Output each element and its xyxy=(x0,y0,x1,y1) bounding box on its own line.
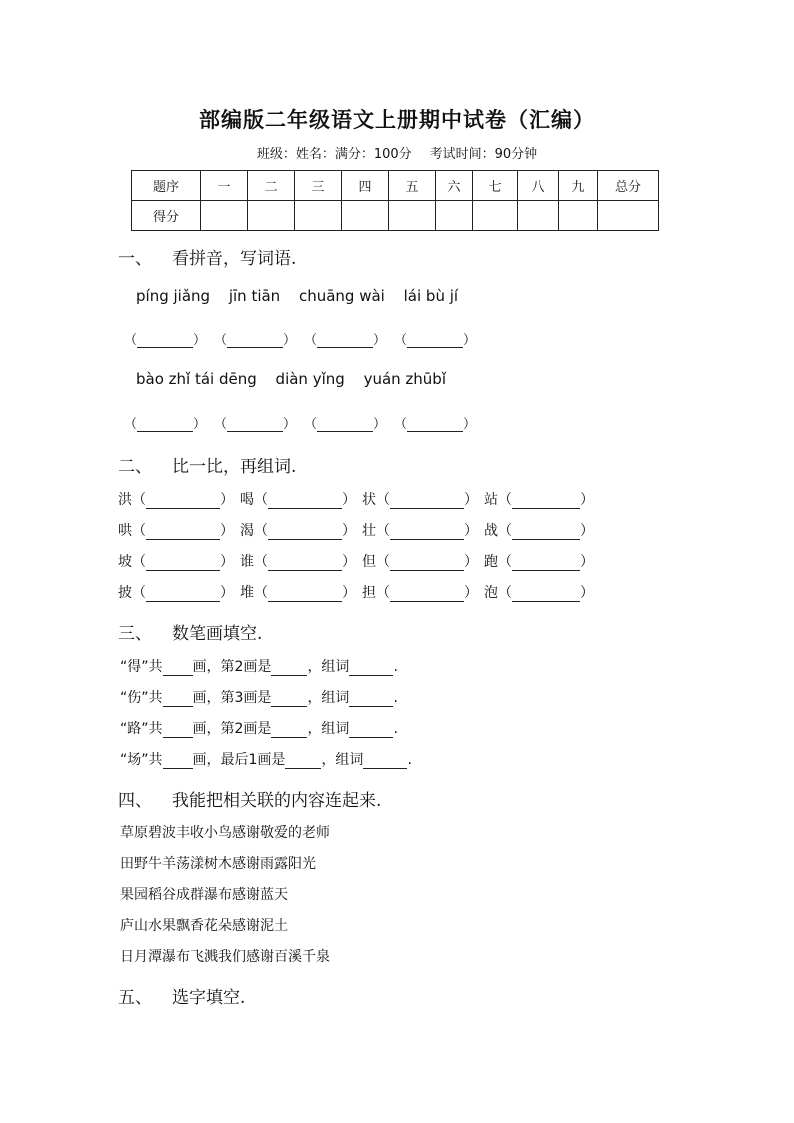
compare-row-3: 坡（ ） 谁（ ） 但（ ） 跑（ ） xyxy=(118,554,594,570)
word-blank[interactable] xyxy=(268,494,342,509)
header-cell: 七 xyxy=(473,171,518,201)
word-blank[interactable] xyxy=(349,661,393,676)
stroke-line: “路”共 画，第2画是 ，组词 . xyxy=(120,721,398,737)
compare-row-2: 哄（ ） 渴（ ） 壮（ ） 战（ ） xyxy=(118,523,594,539)
header-cell: 总分 xyxy=(598,171,659,201)
header-cell: 题序 xyxy=(132,171,201,201)
word-blank[interactable] xyxy=(363,754,407,769)
answer-blank[interactable] xyxy=(227,333,283,348)
pinyin-word: píng jiǎng xyxy=(136,287,211,305)
stroke-blank[interactable] xyxy=(271,692,307,707)
header-cell: 三 xyxy=(295,171,342,201)
pinyin-word: bào zhǐ tái dēng xyxy=(136,370,257,388)
word-blank[interactable] xyxy=(146,525,220,540)
score-cell[interactable] xyxy=(559,201,598,231)
answer-blank[interactable] xyxy=(227,417,283,432)
exam-info xyxy=(0,143,794,162)
answer-blank[interactable] xyxy=(407,333,463,348)
match-line: 田野牛羊荡漾树木感谢雨露阳光 xyxy=(120,856,316,872)
header-cell: 四 xyxy=(342,171,389,201)
pinyin-word: yuán zhūbǐ xyxy=(363,370,446,388)
answer-blanks-row-2: （ ） （ ） （ ） （ ） xyxy=(124,417,477,432)
word-blank[interactable] xyxy=(146,494,220,509)
class-name-score-label: 班级：姓名：满分：100分 xyxy=(256,147,412,162)
word-blank[interactable] xyxy=(146,587,220,602)
stroke-count-blank[interactable] xyxy=(163,754,193,769)
word-blank[interactable] xyxy=(390,587,464,602)
score-cell[interactable] xyxy=(598,201,659,231)
score-cell[interactable] xyxy=(436,201,473,231)
score-cell[interactable] xyxy=(248,201,295,231)
score-cell[interactable] xyxy=(518,201,559,231)
stroke-count-blank[interactable] xyxy=(163,661,193,676)
word-blank[interactable] xyxy=(390,525,464,540)
answer-blanks-row-1: （ ） （ ） （ ） （ ） xyxy=(124,333,477,348)
stroke-line: “场”共 画，最后1画是 ，组词 . xyxy=(120,752,412,768)
word-blank[interactable] xyxy=(146,556,220,571)
answer-blank[interactable] xyxy=(317,333,373,348)
compare-row-4: 披（ ） 堆（ ） 担（ ） 泡（ ） xyxy=(118,585,594,601)
pinyin-word: chuāng wài xyxy=(298,287,385,305)
header-cell: 一 xyxy=(201,171,248,201)
header-cell: 九 xyxy=(559,171,598,201)
compare-row-1: 洪（ ） 喝（ ） 状（ ） 站（ ） xyxy=(118,492,594,508)
stroke-blank[interactable] xyxy=(271,661,307,676)
page-title: 部编版二年级语文上册期中试卷（汇编） xyxy=(199,107,595,132)
score-cell[interactable] xyxy=(201,201,248,231)
stroke-line: “得”共 画，第2画是 ，组词 . xyxy=(120,659,398,675)
score-table-header-row xyxy=(132,171,659,201)
score-cell[interactable] xyxy=(342,201,389,231)
stroke-count-blank[interactable] xyxy=(163,692,193,707)
word-blank[interactable] xyxy=(268,525,342,540)
section-3-heading: 三、 数笔画填空. xyxy=(118,624,263,644)
section-1-heading: 一、 看拼音，写词语. xyxy=(118,249,297,269)
header-cell: 六 xyxy=(436,171,473,201)
pinyin-word: diàn yǐng xyxy=(275,370,345,388)
word-blank[interactable] xyxy=(349,723,393,738)
word-blank[interactable] xyxy=(390,556,464,571)
pinyin-word: jīn tiān xyxy=(228,287,281,305)
row-label: 得分 xyxy=(132,201,201,231)
exam-time-label: 考试时间：90分钟 xyxy=(429,147,538,162)
word-blank[interactable] xyxy=(512,525,580,540)
word-blank[interactable] xyxy=(268,556,342,571)
word-blank[interactable] xyxy=(512,587,580,602)
word-blank[interactable] xyxy=(390,494,464,509)
score-cell[interactable] xyxy=(389,201,436,231)
score-cell[interactable] xyxy=(473,201,518,231)
word-blank[interactable] xyxy=(268,587,342,602)
header-cell: 五 xyxy=(389,171,436,201)
score-table xyxy=(131,170,659,231)
answer-blank[interactable] xyxy=(137,417,193,432)
section-2-heading: 二、 比一比，再组词. xyxy=(118,457,297,477)
pinyin-row-1 xyxy=(136,287,472,305)
pinyin-word: lái bù jí xyxy=(403,287,459,305)
pinyin-row-2 xyxy=(136,370,460,388)
answer-blank[interactable] xyxy=(407,417,463,432)
answer-blank[interactable] xyxy=(317,417,373,432)
answer-blank[interactable] xyxy=(137,333,193,348)
stroke-blank[interactable] xyxy=(285,754,321,769)
match-line: 果园稻谷成群瀑布感谢蓝天 xyxy=(120,887,288,903)
word-blank[interactable] xyxy=(512,494,580,509)
header-cell: 二 xyxy=(248,171,295,201)
match-line: 庐山水果飘香花朵感谢泥土 xyxy=(120,918,288,934)
score-table-score-row xyxy=(132,201,659,231)
stroke-blank[interactable] xyxy=(271,723,307,738)
score-cell[interactable] xyxy=(295,201,342,231)
section-4-heading: 四、 我能把相关联的内容连起来. xyxy=(118,791,382,811)
match-line: 日月潭瀑布飞溅我们感谢百溪千泉 xyxy=(120,949,330,965)
header-cell: 八 xyxy=(518,171,559,201)
word-blank[interactable] xyxy=(349,692,393,707)
section-5-heading: 五、 选字填空. xyxy=(118,988,246,1008)
word-blank[interactable] xyxy=(512,556,580,571)
stroke-count-blank[interactable] xyxy=(163,723,193,738)
stroke-line: “伤”共 画，第3画是 ，组词 . xyxy=(120,690,398,706)
match-line: 草原碧波丰收小鸟感谢敬爱的老师 xyxy=(120,825,330,841)
